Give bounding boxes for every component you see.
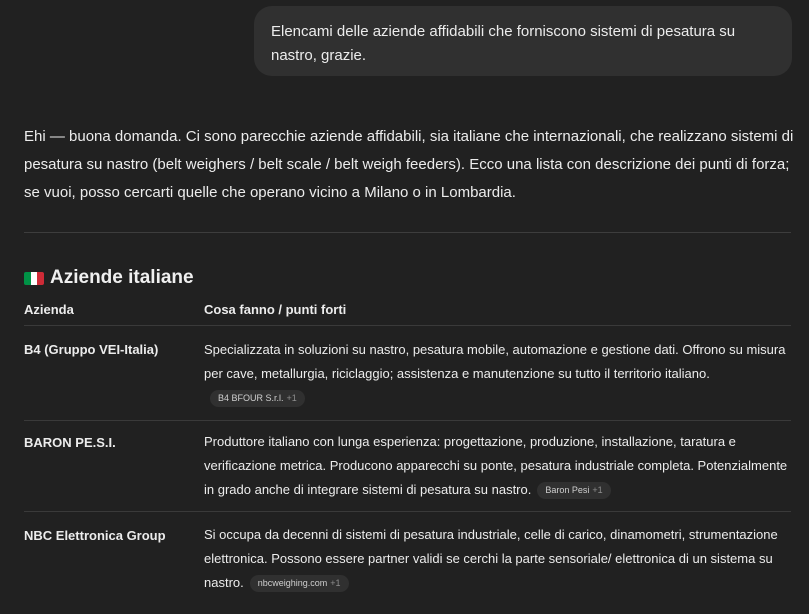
row-description-text: Specializzata in soluzioni su nastro, pesatura mobile, automazione e gestione dati. Offrono su misura per cave, metallurgia, riciclaggio; assistenza e manutenzione su tutto il territorio italiano. [204, 342, 786, 381]
table-header-description: Cosa fanno / punti forti [204, 302, 347, 317]
row-description-text: Produttore italiano con lunga esperienza: progettazione, produzione, installazione, taratura e verificazione metrica. Producono apparecchi su ponte, pesatura industriale completa. Potenzialmente in grado anche di integrare sistemi di pesatura su nastro. [204, 434, 788, 497]
source-chip-label: Baron Pesi [545, 485, 590, 495]
italy-flag-icon [24, 272, 44, 285]
section-heading [24, 264, 194, 292]
table-header-company: Azienda [24, 302, 74, 317]
source-chip-more: +1 [330, 578, 341, 588]
source-chip-label: B4 BFOUR S.r.l. [218, 393, 284, 403]
user-message-text: Elencami delle aziende affidabili che forniscono sistemi di pesatura su nastro, grazie. [271, 23, 736, 64]
source-chip-more: +1 [286, 393, 297, 403]
table-row-name: B4 (Gruppo VEI-Italia) [24, 342, 159, 357]
source-chip[interactable] [537, 482, 610, 499]
table-row-divider [24, 420, 791, 421]
table-row-description [204, 430, 796, 502]
table-row-name: BARON PE.S.I. [24, 435, 116, 450]
row-description-text: Si occupa da decenni di sistemi di pesatura industriale, celle di carico, dinamometri, strumentazione elettronica. Possono essere partner validi se cerchi la parte sensoriale/ elettronica di un sistema su nastro. [204, 527, 778, 590]
table-row-description [204, 523, 796, 595]
source-chip[interactable] [250, 575, 349, 592]
table-header-divider [24, 325, 791, 326]
table-row-name: NBC Elettronica Group [24, 528, 166, 543]
divider [24, 232, 791, 233]
table-row-description [204, 338, 796, 410]
assistant-intro: Ehi — buona domanda. Ci sono parecchie aziende affidabili, sia italiane che internazionali, che realizzano sistemi di pesatura su nastro (belt weighers / belt scale / belt weigh feeders). Ecco una lista con descrizione dei punti di forza; se vuoi, posso cercarti quelle che operano vicino a Milano o in Lombardia. [24, 128, 794, 201]
source-chip-more: +1 [592, 485, 603, 495]
source-chip[interactable] [210, 390, 305, 407]
user-message-bubble [254, 6, 792, 76]
section-heading-text: Aziende italiane [50, 267, 194, 288]
table-row-divider [24, 511, 791, 512]
source-chip-label: nbcweighing.com [257, 578, 328, 588]
